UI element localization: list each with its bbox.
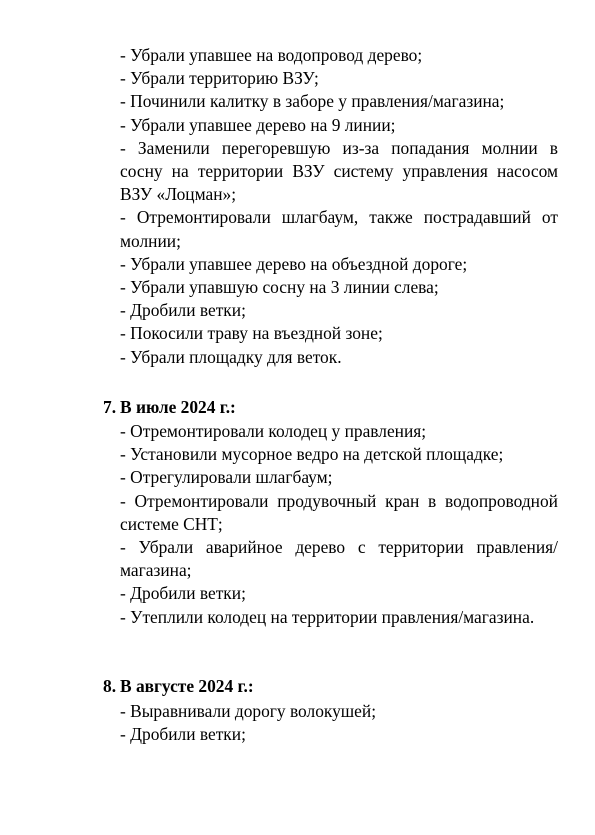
- list-item: - Дробили ветки;: [120, 583, 246, 604]
- list-item: - Убрали упавшее дерево на объездной дороге;: [120, 253, 468, 274]
- section-7-heading: [103, 396, 558, 419]
- list-item: - Отремонтировали шлагбаум, также пострадавший от молнии;: [120, 207, 558, 251]
- list-item: - Убрали упавшее на водопровод дерево;: [120, 45, 423, 65]
- list-item: - Отрегулировали шлагбаум;: [120, 467, 333, 488]
- list-item: - Установили мусорное ведро на детской площадке;: [120, 444, 504, 465]
- list-item: - Отремонтировали колодец у правления;: [120, 421, 427, 441]
- section-title: В июле 2024 г.:: [120, 397, 236, 417]
- section-7-list: [120, 420, 558, 629]
- list-item: - Убрали аварийное дерево с территории правления/магазина;: [120, 537, 558, 581]
- list-item: - Дробили ветки;: [120, 724, 246, 745]
- list-item: - Покосили траву на въездной зоне;: [120, 323, 383, 344]
- section-8-list: [120, 700, 558, 746]
- section-number: 8.: [103, 676, 117, 696]
- list-item: - Убрали территорию ВЗУ;: [120, 68, 319, 89]
- list-item: - Отремонтировали продувочный кран в водопроводной системе СНТ;: [120, 490, 558, 534]
- list-item: - Убрали упавшую сосну на 3 линии слева;: [120, 277, 439, 298]
- list-item: - Утеплили колодец на территории правления/магазина.: [120, 606, 535, 627]
- list-item: - Починили калитку в заборе у правления/магазина;: [120, 91, 505, 112]
- section-number: 7.: [103, 397, 117, 417]
- section-title: В августе 2024 г.:: [120, 676, 254, 696]
- list-item: - Убрали упавшее дерево на 9 линии;: [120, 114, 396, 135]
- section-6-list: [120, 44, 558, 369]
- list-item: - Заменили перегоревшую из-за попадания молнии в сосну на территории ВЗУ систему управления насосом ВЗУ «Лоцман»;: [120, 137, 558, 205]
- list-item: - Выравнивали дорогу волокушей;: [120, 701, 377, 721]
- section-8-heading: [103, 675, 558, 698]
- list-item: - Убрали площадку для веток.: [120, 346, 342, 367]
- list-item: - Дробили ветки;: [120, 300, 246, 321]
